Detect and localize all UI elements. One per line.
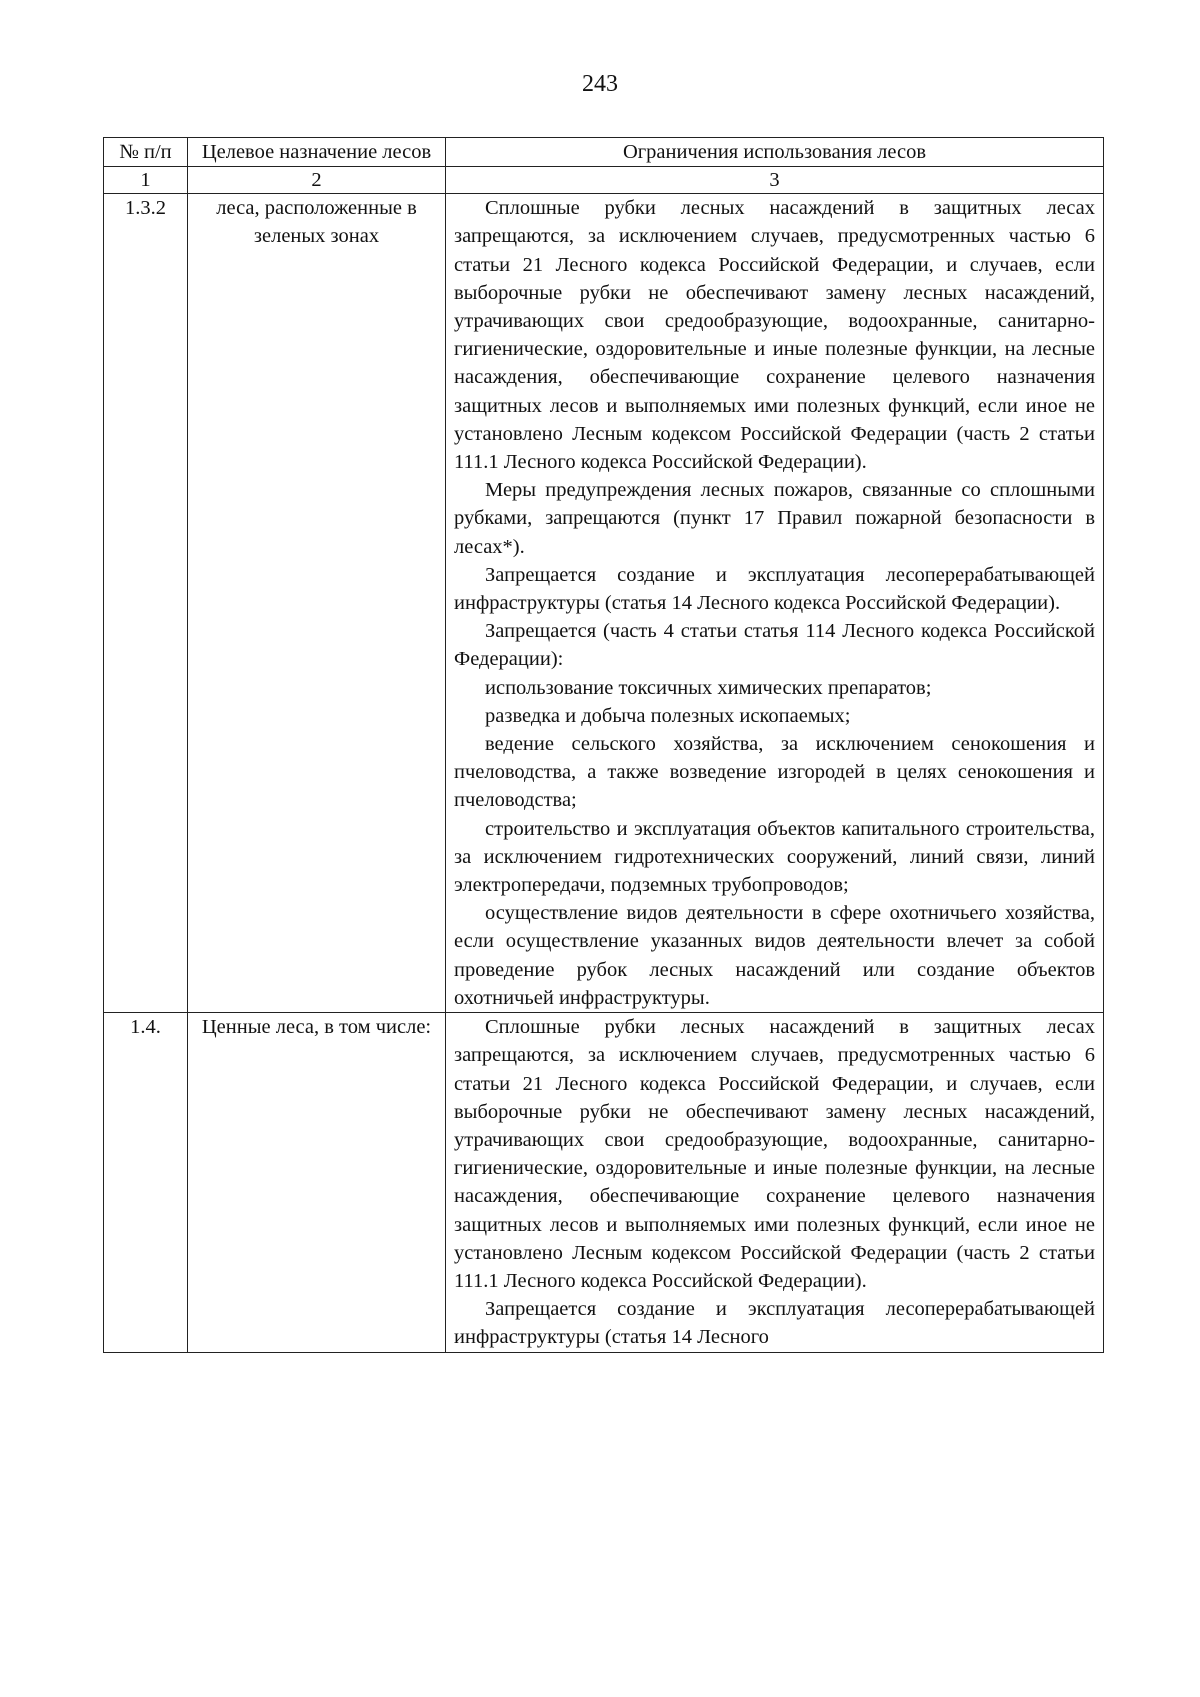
row-number: 1.4. (104, 1013, 188, 1352)
row-purpose: леса, расположенные в зеленых зонах (188, 194, 446, 1013)
paragraph: Сплошные рубки лесных насаждений в защитных лесах запрещаются, за исключением случаев, предусмотренных частью 6 статьи 21 Лесного кодекса Российской Федерации, и случаев, если выборочные рубки не обеспечивают замену лесных насаждений, утрачивающих свои средообразующие, водоохранные, санитарно-гигиенические, оздоровительные и иные полезные функции, на лесные насаждения, обеспечивающие сохранение целевого назначения защитных лесов и выполняемых ими полезных функций, если иное не установлено Лесным кодексом Российской Федерации (часть 2 статьи 111.1 Лесного кодекса Российской Федерации). (454, 197, 1095, 474)
header-restrictions: Ограничения использования лесов (446, 138, 1104, 167)
table-row (104, 1013, 1104, 1352)
table-header-row (104, 138, 1104, 167)
row-purpose: Ценные леса, в том числе: (188, 1013, 446, 1352)
paragraph: Запрещается создание и эксплуатация лесоперерабатывающей инфраструктуры (статья 14 Лесного (454, 1298, 1095, 1349)
paragraph: Запрещается (часть 4 статьи статья 114 Лесного кодекса Российской Федерации): (454, 620, 1095, 671)
column-numbers-row (104, 167, 1104, 194)
paragraph: использование токсичных химических препаратов; (485, 676, 932, 699)
paragraph: осуществление видов деятельности в сфере охотничьего хозяйства, если осуществление указанных видов деятельности влечет за собой проведение рубок лесных насаждений или создание объектов охотничьей инфраструктуры. (454, 902, 1095, 1009)
column-number: 1 (104, 167, 188, 194)
paragraph: Сплошные рубки лесных насаждений в защитных лесах запрещаются, за исключением случаев, предусмотренных частью 6 статьи 21 Лесного кодекса Российской Федерации, и случаев, если выборочные рубки не обеспечивают замену лесных насаждений, утрачивающих свои средообразующие, водоохранные, санитарно-гигиенические, оздоровительные и иные полезные функции, на лесные насаждения, обеспечивающие сохранение целевого назначения защитных лесов и выполняемых ими полезных функций, если иное не установлено Лесным кодексом Российской Федерации (часть 2 статьи 111.1 Лесного кодекса Российской Федерации). (454, 1016, 1095, 1292)
paragraph: ведение сельского хозяйства, за исключением сенокошения и пчеловодства, а также возведение изгородей в целях сенокошения и пчеловодства; (454, 733, 1095, 812)
header-number: № п/п (104, 138, 188, 167)
column-number: 2 (188, 167, 446, 194)
row-number: 1.3.2 (104, 194, 188, 1013)
page-number: 243 (582, 71, 618, 97)
column-number: 3 (446, 167, 1104, 194)
table-row (104, 194, 1104, 1013)
paragraph: разведка и добыча полезных ископаемых; (485, 704, 851, 727)
row-restrictions (446, 194, 1104, 1013)
paragraph: Меры предупреждения лесных пожаров, связанные со сплошными рубками, запрещаются (пункт 17 Правил пожарной безопасности в лесах*). (454, 479, 1095, 558)
row-restrictions (446, 1013, 1104, 1352)
paragraph: строительство и эксплуатация объектов капитального строительства, за исключением гидротехнических сооружений, линий связи, линий электропередачи, подземных трубопроводов; (454, 817, 1095, 897)
paragraph: Запрещается создание и эксплуатация лесоперерабатывающей инфраструктуры (статья 14 Лесного кодекса Российской Федерации). (454, 563, 1095, 615)
header-purpose: Целевое назначение лесов (188, 138, 446, 167)
restrictions-table (103, 137, 1104, 1353)
